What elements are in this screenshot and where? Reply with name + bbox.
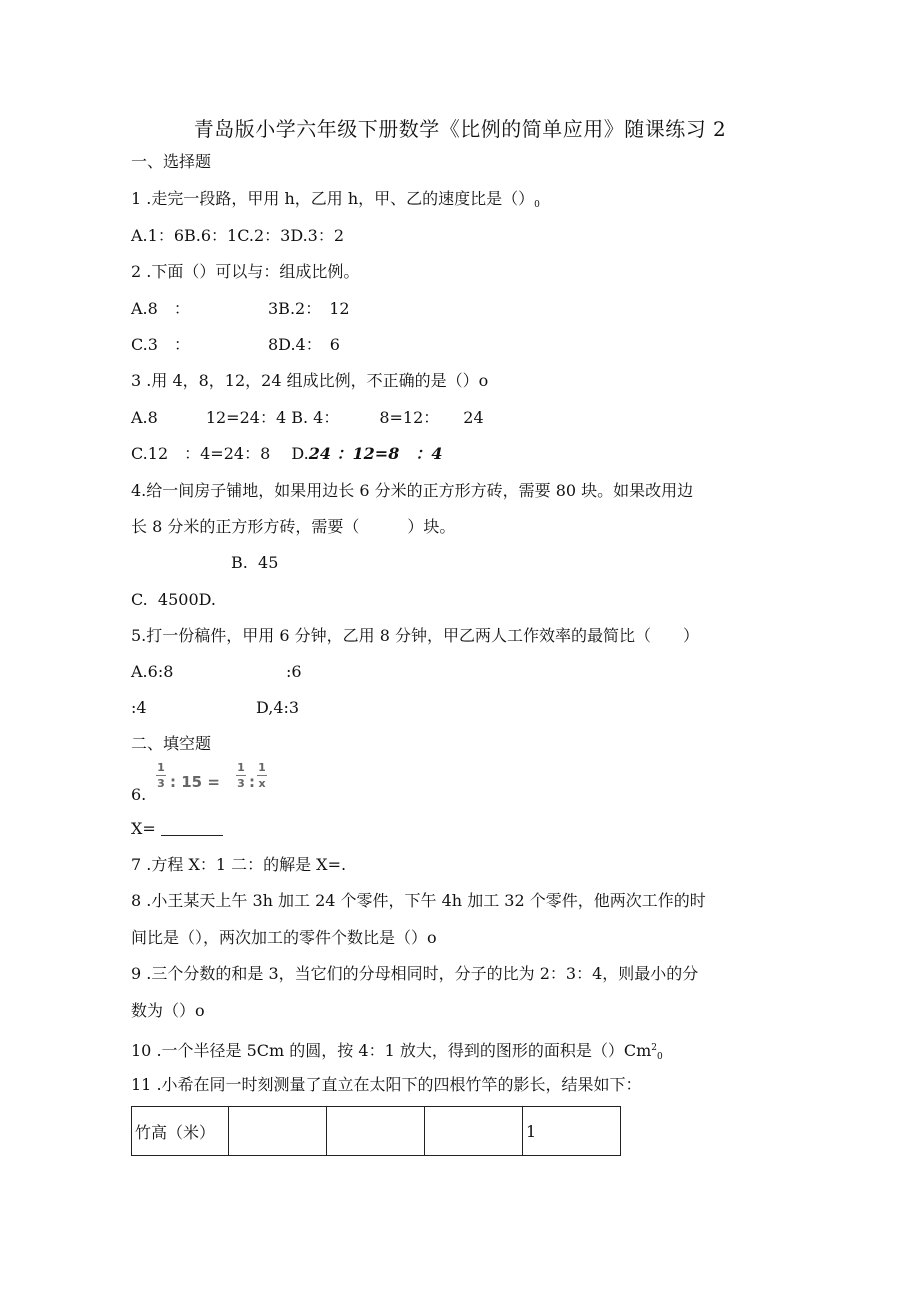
formula-middle: : 15 = <box>170 773 220 791</box>
question-4-line-2: 长 8 分米的正方形方砖，需要（ ）块。 <box>131 517 456 536</box>
question-5: 5.打一份稿件，甲用 6 分钟，乙用 8 分钟，甲乙两人工作效率的最简比（ ） <box>131 626 699 645</box>
question-10 <box>131 1038 663 1067</box>
question-3-option-c: C.12 ：4=24：8 D. <box>131 444 309 463</box>
answer-blank <box>161 821 223 836</box>
question-5-option-c: :4 <box>131 698 147 717</box>
question-6-number: 6. <box>131 785 147 804</box>
question-3-options-cd <box>131 444 442 464</box>
table-cell <box>229 1107 327 1156</box>
table-cell <box>425 1107 523 1156</box>
question-6-answer-label: X= <box>131 819 156 838</box>
question-4-line-1: 4.给一间房子铺地，如果用边长 6 分米的正方形方砖，需要 80 块。如果改用边 <box>131 481 694 500</box>
question-1 <box>131 189 540 215</box>
question-8-line-2: 间比是（），两次加工的零件个数比是（）o <box>131 928 437 947</box>
table-cell: 1 <box>523 1107 621 1156</box>
table-cell <box>327 1107 425 1156</box>
bamboo-table <box>131 1106 621 1156</box>
table-row <box>132 1107 621 1156</box>
question-10-sub: 0 <box>656 1052 663 1062</box>
question-5-option-a: A.6:8 <box>131 662 174 681</box>
question-8-line-1: 8 .小王某天上午 3h 加工 24 个零件，下午 4h 加工 32 个零件，他两次工作的时 <box>131 891 706 910</box>
table-cell-header: 竹高（米） <box>132 1107 229 1156</box>
question-11: 11 .小希在同一时刻测量了直立在太阳下的四根竹竿的影长，结果如下： <box>131 1075 642 1094</box>
question-5-option-b: :6 <box>286 662 302 681</box>
question-6-answer <box>131 819 223 839</box>
section-heading-choice: 一、选择题 <box>131 152 212 171</box>
question-2-option-b: 3B.2： 12 <box>268 299 350 318</box>
question-2-option-c: C.3 ： <box>131 335 190 354</box>
question-3-options-ab: A.8 12=24：4 B. 4： 8=12： 24 <box>131 408 484 427</box>
formula-colon: : <box>249 773 255 791</box>
question-3-option-d: 24 ：12=8 ：4 <box>308 444 443 463</box>
question-2: 2 .下面（）可以与：组成比例。 <box>131 262 360 281</box>
question-10-text: 10 .一个半径是 5Cm 的圆，按 4：1 放大，得到的图形的面积是（）Cm <box>131 1041 652 1060</box>
formula-fraction-3: 1 x <box>258 761 266 790</box>
question-4-option-b: B. 45 <box>231 553 279 572</box>
question-9-line-2: 数为（）o <box>131 1001 205 1020</box>
question-3: 3 .用 4，8，12，24 组成比例，不正确的是（）o <box>131 371 489 390</box>
question-7: 7 .方程 X：1 二：的解是 X=. <box>131 855 347 874</box>
page-title: 青岛版小学六年级下册数学《比例的简单应用》随课练习 2 <box>193 117 727 141</box>
section-heading-fill: 二、填空题 <box>131 734 212 753</box>
question-9-line-1: 9 .三个分数的和是 3，当它们的分母相同时，分子的比为 2：3：4，则最小的分 <box>131 964 699 983</box>
question-1-options: A.1：6B.6：1C.2：3D.3：2 <box>131 226 345 245</box>
question-2-option-a: A.8 ： <box>131 299 190 318</box>
question-1-sub: 0 <box>534 200 540 210</box>
formula-fraction-1: 1 3 <box>157 761 165 790</box>
question-1-text: 1 .走完一段路，甲用 h，乙用 h，甲、乙的速度比是（） <box>131 189 535 208</box>
question-2-option-d: 8D.4： 6 <box>268 335 340 354</box>
question-10-sup: 2 <box>651 1043 657 1053</box>
formula-fraction-2: 1 3 <box>237 761 245 790</box>
question-5-option-d: D,4:3 <box>256 698 300 717</box>
question-4-option-c: C. 4500D. <box>131 590 216 609</box>
